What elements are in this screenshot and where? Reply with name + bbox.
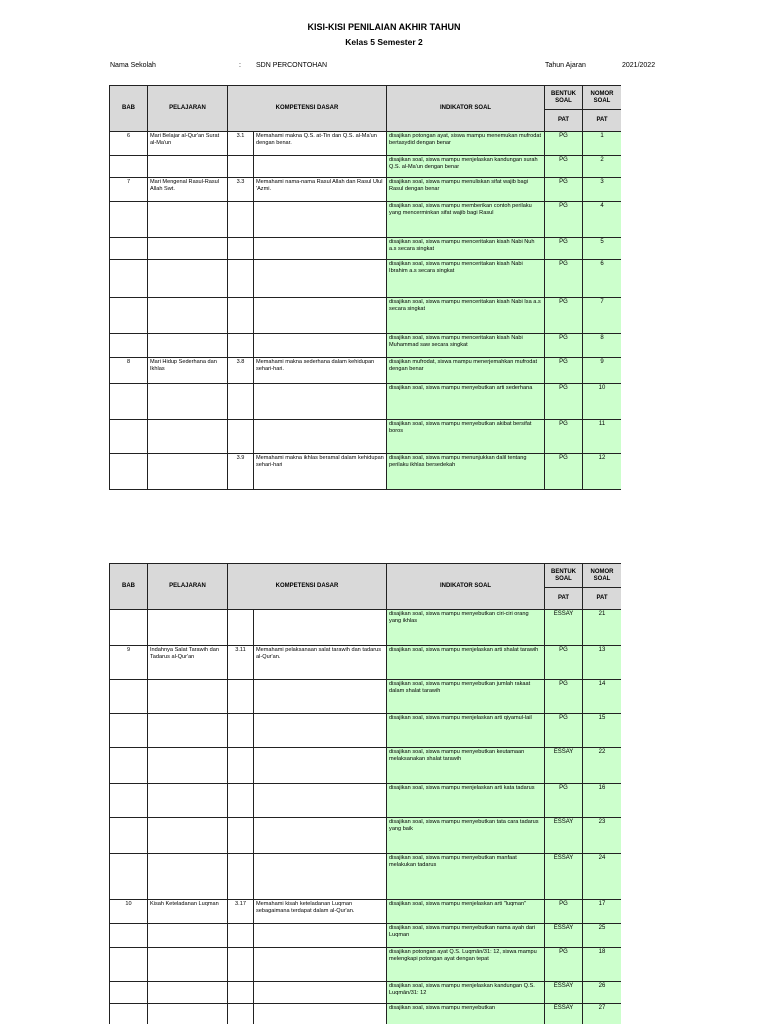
table-row [110, 384, 622, 420]
kompetensi-dasar-cell [254, 680, 387, 714]
col-bab: BAB [110, 564, 148, 610]
indikator-soal-cell: disajikan soal, siswa mampu menyebutkan arti sederhana [387, 384, 545, 420]
kd-number-cell [228, 156, 254, 178]
bentuk-soal-cell: PG [545, 298, 583, 334]
kd-number-cell [228, 420, 254, 454]
pelajaran-cell [148, 854, 228, 900]
bab-cell: 6 [110, 132, 148, 156]
nomor-soal-cell: 15 [583, 714, 621, 748]
kompetensi-dasar-cell [254, 982, 387, 1004]
kompetensi-dasar-cell [254, 784, 387, 818]
table-row [110, 982, 622, 1004]
bentuk-soal-cell: PG [545, 358, 583, 384]
col-kompetensi-dasar: KOMPETENSI DASAR [228, 86, 387, 132]
indikator-soal-cell: disajikan potongan ayat, siswa mampu menemukan mufrodat bertasydid dengan benar [387, 132, 545, 156]
kd-number-cell [228, 1004, 254, 1024]
table-row [110, 178, 622, 202]
indikator-soal-cell: disajikan soal, siswa mampu menjelaskan arti "luqman" [387, 900, 545, 924]
kompetensi-dasar-cell: Memahami nama-nama Rasul Allah dan Rasul Ulul 'Azmi. [254, 178, 387, 202]
pelajaran-cell [148, 784, 228, 818]
indikator-soal-cell: disajikan soal, siswa mampu menyebutkan keutamaan melaksanakan shalat tarawih [387, 748, 545, 784]
bab-cell [110, 454, 148, 490]
bab-cell [110, 1004, 148, 1024]
table-row [110, 854, 622, 900]
nomor-soal-cell: 17 [583, 900, 621, 924]
bab-cell [110, 334, 148, 358]
indikator-soal-cell: disajikan soal, siswa mampu menjelaskan arti qiyamul-lail [387, 714, 545, 748]
kompetensi-dasar-cell [254, 818, 387, 854]
bentuk-soal-cell: ESSAY [545, 924, 583, 948]
indikator-soal-cell: disajikan soal, siswa mampu menceritakan kisah Nabi Isa a.s secara singkat [387, 298, 545, 334]
indikator-soal-cell: disajikan soal, siswa mampu menyebutkan akibat bersifat boros [387, 420, 545, 454]
kompetensi-dasar-cell [254, 854, 387, 900]
pelajaran-cell [148, 1004, 228, 1024]
nomor-soal-cell: 6 [583, 260, 621, 298]
kd-number-cell [228, 948, 254, 982]
pelajaran-cell [148, 610, 228, 646]
kd-number-cell [228, 924, 254, 948]
bab-cell [110, 384, 148, 420]
indikator-soal-cell: disajikan potongan ayat Q.S. Luqmān/31: 12, siswa mampu melengkapi potongan ayat dengan tepat [387, 948, 545, 982]
table-row [110, 334, 622, 358]
school-label: Nama Sekolah [110, 62, 156, 69]
bentuk-soal-cell: PG [545, 784, 583, 818]
table-row [110, 358, 622, 384]
table-row [110, 156, 622, 178]
pelajaran-cell: Kisah Keteladanan Luqman [148, 900, 228, 924]
nomor-soal-cell: 25 [583, 924, 621, 948]
nomor-soal-cell: 24 [583, 854, 621, 900]
nomor-soal-cell: 8 [583, 334, 621, 358]
col-kompetensi-dasar: KOMPETENSI DASAR [228, 564, 387, 610]
bentuk-soal-cell: PG [545, 132, 583, 156]
kompetensi-dasar-cell: Memahami kisah keteladanan Luqman sebagaimana terdapat dalam al-Qur'an. [254, 900, 387, 924]
col-bab: BAB [110, 86, 148, 132]
table-row [110, 900, 622, 924]
indikator-soal-cell: disajikan soal, siswa mampu menyebutkan ciri-ciri orang yang ikhlas [387, 610, 545, 646]
kompetensi-dasar-cell: Memahami makna Q.S. at-Tin dan Q.S. al-Ma'un dengan benar. [254, 132, 387, 156]
year-label: Tahun Ajaran [545, 62, 586, 69]
kompetensi-dasar-cell: Memahami makna sederhana dalam kehidupan sehari-hari. [254, 358, 387, 384]
nomor-soal-cell: 9 [583, 358, 621, 384]
kompetensi-dasar-cell [254, 924, 387, 948]
bab-cell [110, 202, 148, 238]
pelajaran-cell: Mari Hidup Sederhana dan Ikhlas [148, 358, 228, 384]
bab-cell [110, 818, 148, 854]
table-row [110, 420, 622, 454]
pelajaran-cell [148, 924, 228, 948]
indikator-soal-cell: disajikan soal, siswa mampu menyebutkan [387, 1004, 545, 1024]
kompetensi-dasar-cell [254, 298, 387, 334]
col-pat-bentuk: PAT [545, 110, 583, 132]
kd-number-cell [228, 982, 254, 1004]
pelajaran-cell: Mari Mengenal Rasul-Rasul Allah Swt. [148, 178, 228, 202]
col-pat-nomor: PAT [583, 110, 621, 132]
indikator-soal-cell: disajikan soal, siswa mampu menyebutkan manfaat melakukan tadarus [387, 854, 545, 900]
kd-number-cell [228, 610, 254, 646]
kisi-table-1 [109, 85, 621, 490]
bab-cell [110, 854, 148, 900]
table-row [110, 132, 622, 156]
bab-cell [110, 610, 148, 646]
kd-number-cell [228, 680, 254, 714]
year-value: 2021/2022 [622, 62, 656, 69]
indikator-soal-cell: disajikan soal, siswa mampu menunjukkan dalil tentang perilaku ikhlas bersedekah [387, 454, 545, 490]
kompetensi-dasar-cell [254, 384, 387, 420]
kompetensi-dasar-cell [254, 260, 387, 298]
table-row [110, 1004, 622, 1024]
kompetensi-dasar-cell [254, 334, 387, 358]
bentuk-soal-cell: PG [545, 156, 583, 178]
pelajaran-cell [148, 454, 228, 490]
bab-cell [110, 298, 148, 334]
pelajaran-cell [148, 156, 228, 178]
bentuk-soal-cell: ESSAY [545, 854, 583, 900]
kompetensi-dasar-cell [254, 156, 387, 178]
bab-cell [110, 260, 148, 298]
col-nomor-soal: NOMOR SOAL [583, 564, 621, 588]
pelajaran-cell [148, 420, 228, 454]
pelajaran-cell: Indahnya Salat Tarawih dan Tadarus al-Qur'an [148, 646, 228, 680]
bab-cell [110, 680, 148, 714]
kd-number-cell [228, 298, 254, 334]
table-row [110, 680, 622, 714]
kd-number-cell [228, 854, 254, 900]
table-row [110, 260, 622, 298]
nomor-soal-cell: 3 [583, 178, 621, 202]
kd-number-cell [228, 784, 254, 818]
school-colon: : [239, 62, 241, 69]
bab-cell: 10 [110, 900, 148, 924]
col-indikator-soal: INDIKATOR SOAL [387, 564, 545, 610]
nomor-soal-cell: 2 [583, 156, 621, 178]
bab-cell [110, 420, 148, 454]
indikator-soal-cell: disajikan soal, siswa mampu menyebutkan jumlah rakaat dalam shalat tarawih [387, 680, 545, 714]
kisi-table-2 [109, 563, 621, 1024]
kd-number-cell: 3.3 [228, 178, 254, 202]
indikator-soal-cell: disajikan soal, siswa mampu menceritakan kisah Nabi Ibrahim a.s secara singkat [387, 260, 545, 298]
indikator-soal-cell: disajikan soal, siswa mampu menceritakan kisah Nabi Muhammad saw secara singkat [387, 334, 545, 358]
bentuk-soal-cell: PG [545, 238, 583, 260]
bentuk-soal-cell: PG [545, 420, 583, 454]
table-row [110, 202, 622, 238]
pelajaran-cell [148, 384, 228, 420]
nomor-soal-cell: 12 [583, 454, 621, 490]
table-row [110, 818, 622, 854]
bentuk-soal-cell: PG [545, 202, 583, 238]
table-row [110, 714, 622, 748]
bentuk-soal-cell: PG [545, 948, 583, 982]
pelajaran-cell [148, 202, 228, 238]
kd-number-cell: 3.9 [228, 454, 254, 490]
col-indikator-soal: INDIKATOR SOAL [387, 86, 545, 132]
kompetensi-dasar-cell [254, 748, 387, 784]
nomor-soal-cell: 21 [583, 610, 621, 646]
bab-cell [110, 748, 148, 784]
bentuk-soal-cell: ESSAY [545, 610, 583, 646]
bentuk-soal-cell: ESSAY [545, 748, 583, 784]
pelajaran-cell [148, 714, 228, 748]
indikator-soal-cell: disajikan soal, siswa mampu menyebutkan nama ayah dari Luqman [387, 924, 545, 948]
document-subtitle: Kelas 5 Semester 2 [345, 37, 423, 47]
table-row [110, 610, 622, 646]
bentuk-soal-cell: ESSAY [545, 1004, 583, 1024]
nomor-soal-cell: 18 [583, 948, 621, 982]
indikator-soal-cell: disajikan mufrodat, siswa mampu menerjemahkan mufrodat dengan benar [387, 358, 545, 384]
bab-cell [110, 982, 148, 1004]
indikator-soal-cell: disajikan soal, siswa mampu menjelaskan kandungan surah Q.S. al-Ma'un dengan benar [387, 156, 545, 178]
bentuk-soal-cell: PG [545, 334, 583, 358]
kompetensi-dasar-cell [254, 948, 387, 982]
kd-number-cell [228, 818, 254, 854]
kd-number-cell [228, 202, 254, 238]
kd-number-cell: 3.8 [228, 358, 254, 384]
bab-cell [110, 156, 148, 178]
kisi-table-1-frame [109, 85, 621, 491]
pelajaran-cell [148, 748, 228, 784]
nomor-soal-cell: 1 [583, 132, 621, 156]
pelajaran-cell [148, 334, 228, 358]
kd-number-cell: 3.17 [228, 900, 254, 924]
bentuk-soal-cell: PG [545, 646, 583, 680]
nomor-soal-cell: 26 [583, 982, 621, 1004]
col-pelajaran: PELAJARAN [148, 86, 228, 132]
kd-number-cell [228, 748, 254, 784]
nomor-soal-cell: 13 [583, 646, 621, 680]
bentuk-soal-cell: PG [545, 900, 583, 924]
table-row [110, 924, 622, 948]
school-value: SDN PERCONTOHAN [256, 62, 328, 69]
nomor-soal-cell: 7 [583, 298, 621, 334]
kompetensi-dasar-cell [254, 202, 387, 238]
indikator-soal-cell: disajikan soal, siswa mampu menjelaskan arti kata tadarus [387, 784, 545, 818]
nomor-soal-cell: 23 [583, 818, 621, 854]
bentuk-soal-cell: ESSAY [545, 982, 583, 1004]
kd-number-cell [228, 260, 254, 298]
bab-cell [110, 948, 148, 982]
kd-number-cell [228, 334, 254, 358]
pelajaran-cell [148, 818, 228, 854]
col-bentuk-soal: BENTUK SOAL [545, 86, 583, 110]
nomor-soal-cell: 11 [583, 420, 621, 454]
bab-cell: 9 [110, 646, 148, 680]
kd-number-cell [228, 238, 254, 260]
kd-number-cell: 3.11 [228, 646, 254, 680]
col-pat-bentuk: PAT [545, 588, 583, 610]
pelajaran-cell [148, 982, 228, 1004]
kompetensi-dasar-cell: Memahami pelaksanaan salat tarawih dan tadarus al-Qur'an. [254, 646, 387, 680]
bentuk-soal-cell: PG [545, 384, 583, 420]
pelajaran-cell [148, 238, 228, 260]
pelajaran-cell: Mari Belajar al-Qur'an Surat al-Ma'un [148, 132, 228, 156]
document-title: KISI-KISI PENILAIAN AKHIR TAHUN [307, 22, 461, 32]
nomor-soal-cell: 16 [583, 784, 621, 818]
indikator-soal-cell: disajikan soal, siswa mampu menyebutkan tata cara tadarus yang baik [387, 818, 545, 854]
kisi-table-2-frame [109, 563, 621, 1024]
kompetensi-dasar-cell [254, 714, 387, 748]
col-pat-nomor: PAT [583, 588, 621, 610]
table-row [110, 298, 622, 334]
bab-cell [110, 238, 148, 260]
bab-cell: 7 [110, 178, 148, 202]
table-row [110, 948, 622, 982]
col-bentuk-soal: BENTUK SOAL [545, 564, 583, 588]
bentuk-soal-cell: PG [545, 714, 583, 748]
indikator-soal-cell: disajikan soal, siswa mampu menceritakan kisah Nabi Nuh a.s secara singkat [387, 238, 545, 260]
table-row [110, 646, 622, 680]
pelajaran-cell [148, 298, 228, 334]
nomor-soal-cell: 4 [583, 202, 621, 238]
kd-number-cell [228, 714, 254, 748]
kompetensi-dasar-cell [254, 610, 387, 646]
nomor-soal-cell: 10 [583, 384, 621, 420]
kd-number-cell: 3.1 [228, 132, 254, 156]
bab-cell [110, 784, 148, 818]
col-nomor-soal: NOMOR SOAL [583, 86, 621, 110]
indikator-soal-cell: disajikan soal, siswa mampu menuliskan sifat wajib bagi Rasul dengan benar [387, 178, 545, 202]
kd-number-cell [228, 384, 254, 420]
kompetensi-dasar-cell: Memahami makna ikhlas beramal dalam kehidupan sehari-hari [254, 454, 387, 490]
nomor-soal-cell: 22 [583, 748, 621, 784]
bab-cell [110, 924, 148, 948]
table-row [110, 238, 622, 260]
nomor-soal-cell: 27 [583, 1004, 621, 1024]
pelajaran-cell [148, 260, 228, 298]
indikator-soal-cell: disajikan soal, siswa mampu menjelaskan arti shalat tarawih [387, 646, 545, 680]
kompetensi-dasar-cell [254, 1004, 387, 1024]
bentuk-soal-cell: PG [545, 680, 583, 714]
bentuk-soal-cell: ESSAY [545, 818, 583, 854]
indikator-soal-cell: disajikan soal, siswa mampu menjelaskan kandungan Q.S. Luqmān/31: 12 [387, 982, 545, 1004]
bab-cell [110, 714, 148, 748]
col-pelajaran: PELAJARAN [148, 564, 228, 610]
indikator-soal-cell: disajikan soal, siswa mampu memberikan contoh perilaku yang mencerminkan sifat wajib bagi Rasul [387, 202, 545, 238]
table-row [110, 748, 622, 784]
pelajaran-cell [148, 948, 228, 982]
bentuk-soal-cell: PG [545, 260, 583, 298]
kompetensi-dasar-cell [254, 420, 387, 454]
nomor-soal-cell: 5 [583, 238, 621, 260]
table-row [110, 784, 622, 818]
bentuk-soal-cell: PG [545, 454, 583, 490]
pelajaran-cell [148, 680, 228, 714]
bentuk-soal-cell: PG [545, 178, 583, 202]
bab-cell: 8 [110, 358, 148, 384]
kompetensi-dasar-cell [254, 238, 387, 260]
table-row [110, 454, 622, 490]
nomor-soal-cell: 14 [583, 680, 621, 714]
